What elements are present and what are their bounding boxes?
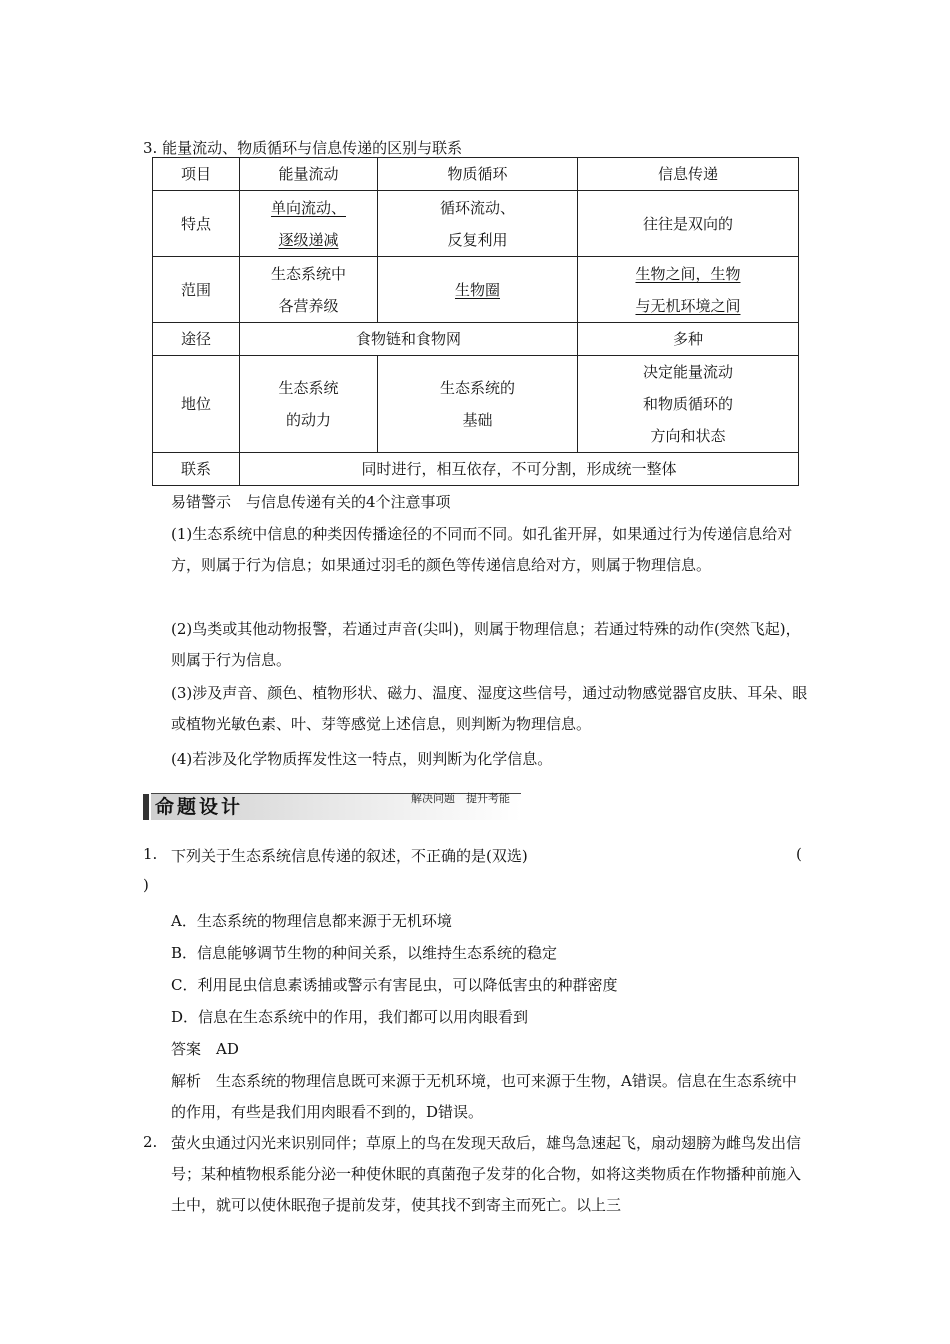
q1-paren-close: ) [143,876,149,894]
cell-fanwei-info: 生物之间，生物 与无机环境之间 [578,257,799,323]
cell-tujing-energy-material: 食物链和食物网 [240,323,578,356]
warning-item-2: (2)鸟类或其他动物报警，若通过声音(尖叫)，则属于物理信息；若通过特殊的动作(突然飞起)，则属于行为信息。 [171,620,801,669]
cell-diwei-energy: 生态系统 的动力 [240,356,378,453]
warning-item-4: (4)若涉及化学物质挥发性这一特点，则判断为化学信息。 [171,750,553,768]
section-banner [143,790,521,820]
row-label-tujing: 途径 [153,323,240,356]
q1-analysis: 解析 生态系统的物理信息既可来源于无机环境，也可来源于生物，A错误。信息在生态系统中的作用，有些是我们用肉眼看不到的，D错误。 [171,1072,797,1121]
q2-number: 2. [143,1133,158,1151]
header-material: 物质循环 [378,158,578,191]
cell-fanwei-material: 生物圈 [378,257,578,323]
q1-option-d: D．信息在生态系统中的作用，我们都可以用肉眼看到 [171,1008,529,1026]
cell-tedian-material: 循环流动、 反复利用 [378,191,578,257]
banner-bar [143,794,149,820]
row-label-diwei: 地位 [153,356,240,453]
section-title: 3. 能量流动、物质循环与信息传递的区别与联系 [143,139,463,157]
warning-item-3: (3)涉及声音、颜色、植物形状、磁力、温度、湿度这些信号，通过动物感觉器官皮肤、耳朵、眼或植物光敏色素、叶、芽等感觉上述信息，则判断为物理信息。 [171,684,808,733]
header-item: 项目 [153,158,240,191]
q1-option-a: A．生态系统的物理信息都来源于无机环境 [171,912,452,930]
cell-fanwei-energy: 生态系统中 各营养级 [240,257,378,323]
warning-item-1: (1)生态系统中信息的种类因传播途径的不同而不同。如孔雀开屏，如果通过行为传递信息给对方，则属于行为信息；如果通过羽毛的颜色等传递信息给对方，则属于物理信息。 [171,525,793,574]
q1-paren-open: ( [796,845,802,863]
row-label-lianxi: 联系 [153,453,240,486]
row-label-fanwei: 范围 [153,257,240,323]
q1-stem: 下列关于生态系统信息传递的叙述，不正确的是(双选) [171,847,528,865]
cell-lianxi: 同时进行，相互依存，不可分割，形成统一整体 [240,453,799,486]
row-label-tedian: 特点 [153,191,240,257]
banner-subtitle: 解决问题 提升考能 [411,792,510,805]
q2-stem: 萤火虫通过闪光来识别同伴；草原上的鸟在发现天敌后，雄鸟急速起飞，扇动翅膀为雌鸟发出信号；某种植物根系能分泌一种使休眠的真菌孢子发芽的化合物，如将这类物质在作物播种前施入土中，就可以使休眠孢子提前发芽，使其找不到寄主而死亡。以上三 [171,1134,802,1214]
cell-tedian-energy: 单向流动、 逐级递减 [240,191,378,257]
q1-option-c: C．利用昆虫信息素诱捕或警示有害昆虫，可以降低害虫的种群密度 [171,976,618,994]
cell-tujing-info: 多种 [578,323,799,356]
cell-diwei-material: 生态系统的 基础 [378,356,578,453]
cell-diwei-info: 决定能量流动 和物质循环的 方向和状态 [578,356,799,453]
q1-number: 1. [143,845,158,863]
cell-tedian-info: 往往是双向的 [578,191,799,257]
banner-title: 命题设计 [155,796,244,818]
q1-option-b: B．信息能够调节生物的种间关系，以维持生态系统的稳定 [171,944,558,962]
q1-answer: 答案 AD [171,1040,239,1058]
comparison-table [152,157,799,486]
header-info: 信息传递 [578,158,799,191]
header-energy: 能量流动 [240,158,378,191]
warning-title: 易错警示 与信息传递有关的4个注意事项 [171,493,451,511]
